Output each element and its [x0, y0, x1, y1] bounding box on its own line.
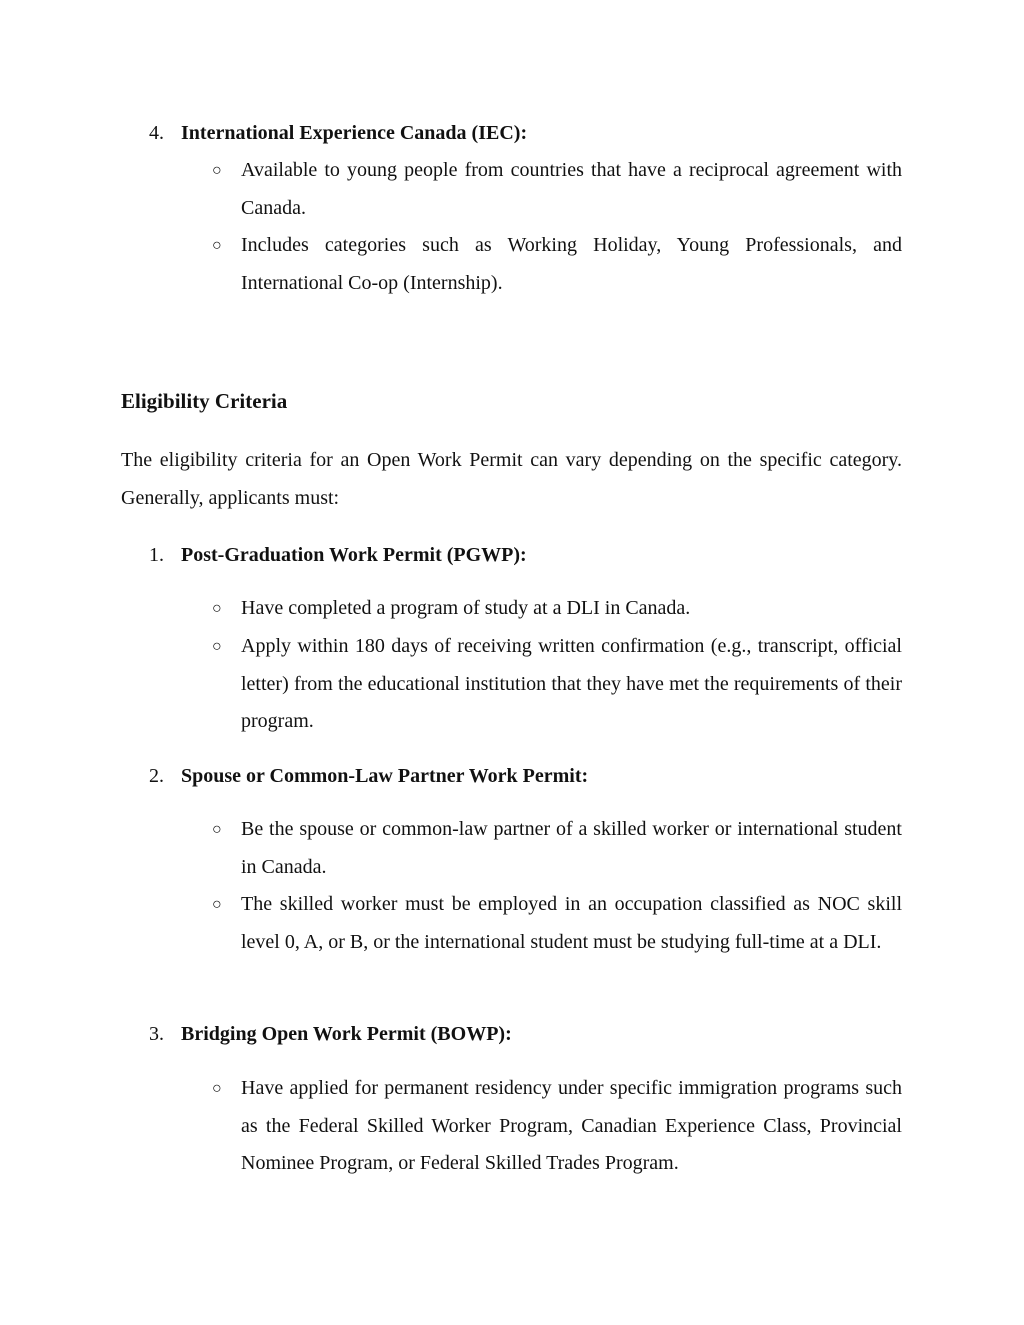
intro-paragraph: The eligibility criteria for an Open Work Permit can vary depending on the specific category. Generally, applicants must:: [121, 449, 902, 509]
circle-bullet-icon: ○: [212, 1080, 222, 1097]
list-number: 1.: [149, 544, 164, 566]
circle-bullet-icon: ○: [212, 638, 222, 655]
circle-bullet-icon: ○: [212, 821, 222, 838]
bullet-text: Have applied for permanent residency under specific immigration programs such as the Federal Skilled Worker Program, Canadian Experience Class, Provincial Nominee Program, or Federal Skilled Trades Program.: [241, 1077, 902, 1174]
list-number: 3.: [149, 1023, 164, 1045]
bullet-text: The skilled worker must be employed in an occupation classified as NOC skill level 0, A, or B, or the international student must be studying full-time at a DLI.: [241, 893, 902, 953]
bullet-text: Be the spouse or common-law partner of a skilled worker or international student in Canada.: [241, 818, 902, 878]
bullet-item: [210, 628, 902, 741]
bullet-item: [210, 811, 902, 886]
bullet-item: [210, 590, 902, 628]
bullet-item: [210, 1070, 902, 1183]
list-heading: Bridging Open Work Permit (BOWP):: [181, 1023, 512, 1045]
bullet-item: [210, 152, 902, 227]
circle-bullet-icon: ○: [212, 600, 222, 617]
bullet-text: Have completed a program of study at a DLI in Canada.: [241, 597, 691, 619]
bullet-text: Apply within 180 days of receiving written confirmation (e.g., transcript, official letter) from the educational institution that they have met the requirements of their program.: [241, 635, 902, 732]
list-heading: Post-Graduation Work Permit (PGWP):: [181, 544, 527, 566]
list-item-spouse: [121, 757, 902, 795]
circle-bullet-icon: ○: [212, 237, 222, 254]
list-heading: International Experience Canada (IEC):: [181, 122, 528, 144]
list-item-pgwp: [121, 536, 902, 574]
section-heading: Eligibility Criteria: [121, 389, 288, 413]
bullet-text: Available to young people from countries that have a reciprocal agreement with Canada.: [241, 159, 902, 219]
circle-bullet-icon: ○: [212, 162, 222, 179]
list-number: 4.: [149, 122, 164, 144]
bullet-text: Includes categories such as Working Holiday, Young Professionals, and International Co-op (Internship).: [241, 234, 902, 294]
list-heading: Spouse or Common-Law Partner Work Permit:: [181, 765, 589, 787]
list-item-iec: [121, 114, 902, 152]
list-number: 2.: [149, 765, 164, 787]
bullet-item: [210, 886, 902, 961]
bullet-item: [210, 227, 902, 302]
list-item-bowp: [121, 1015, 902, 1053]
circle-bullet-icon: ○: [212, 896, 222, 913]
